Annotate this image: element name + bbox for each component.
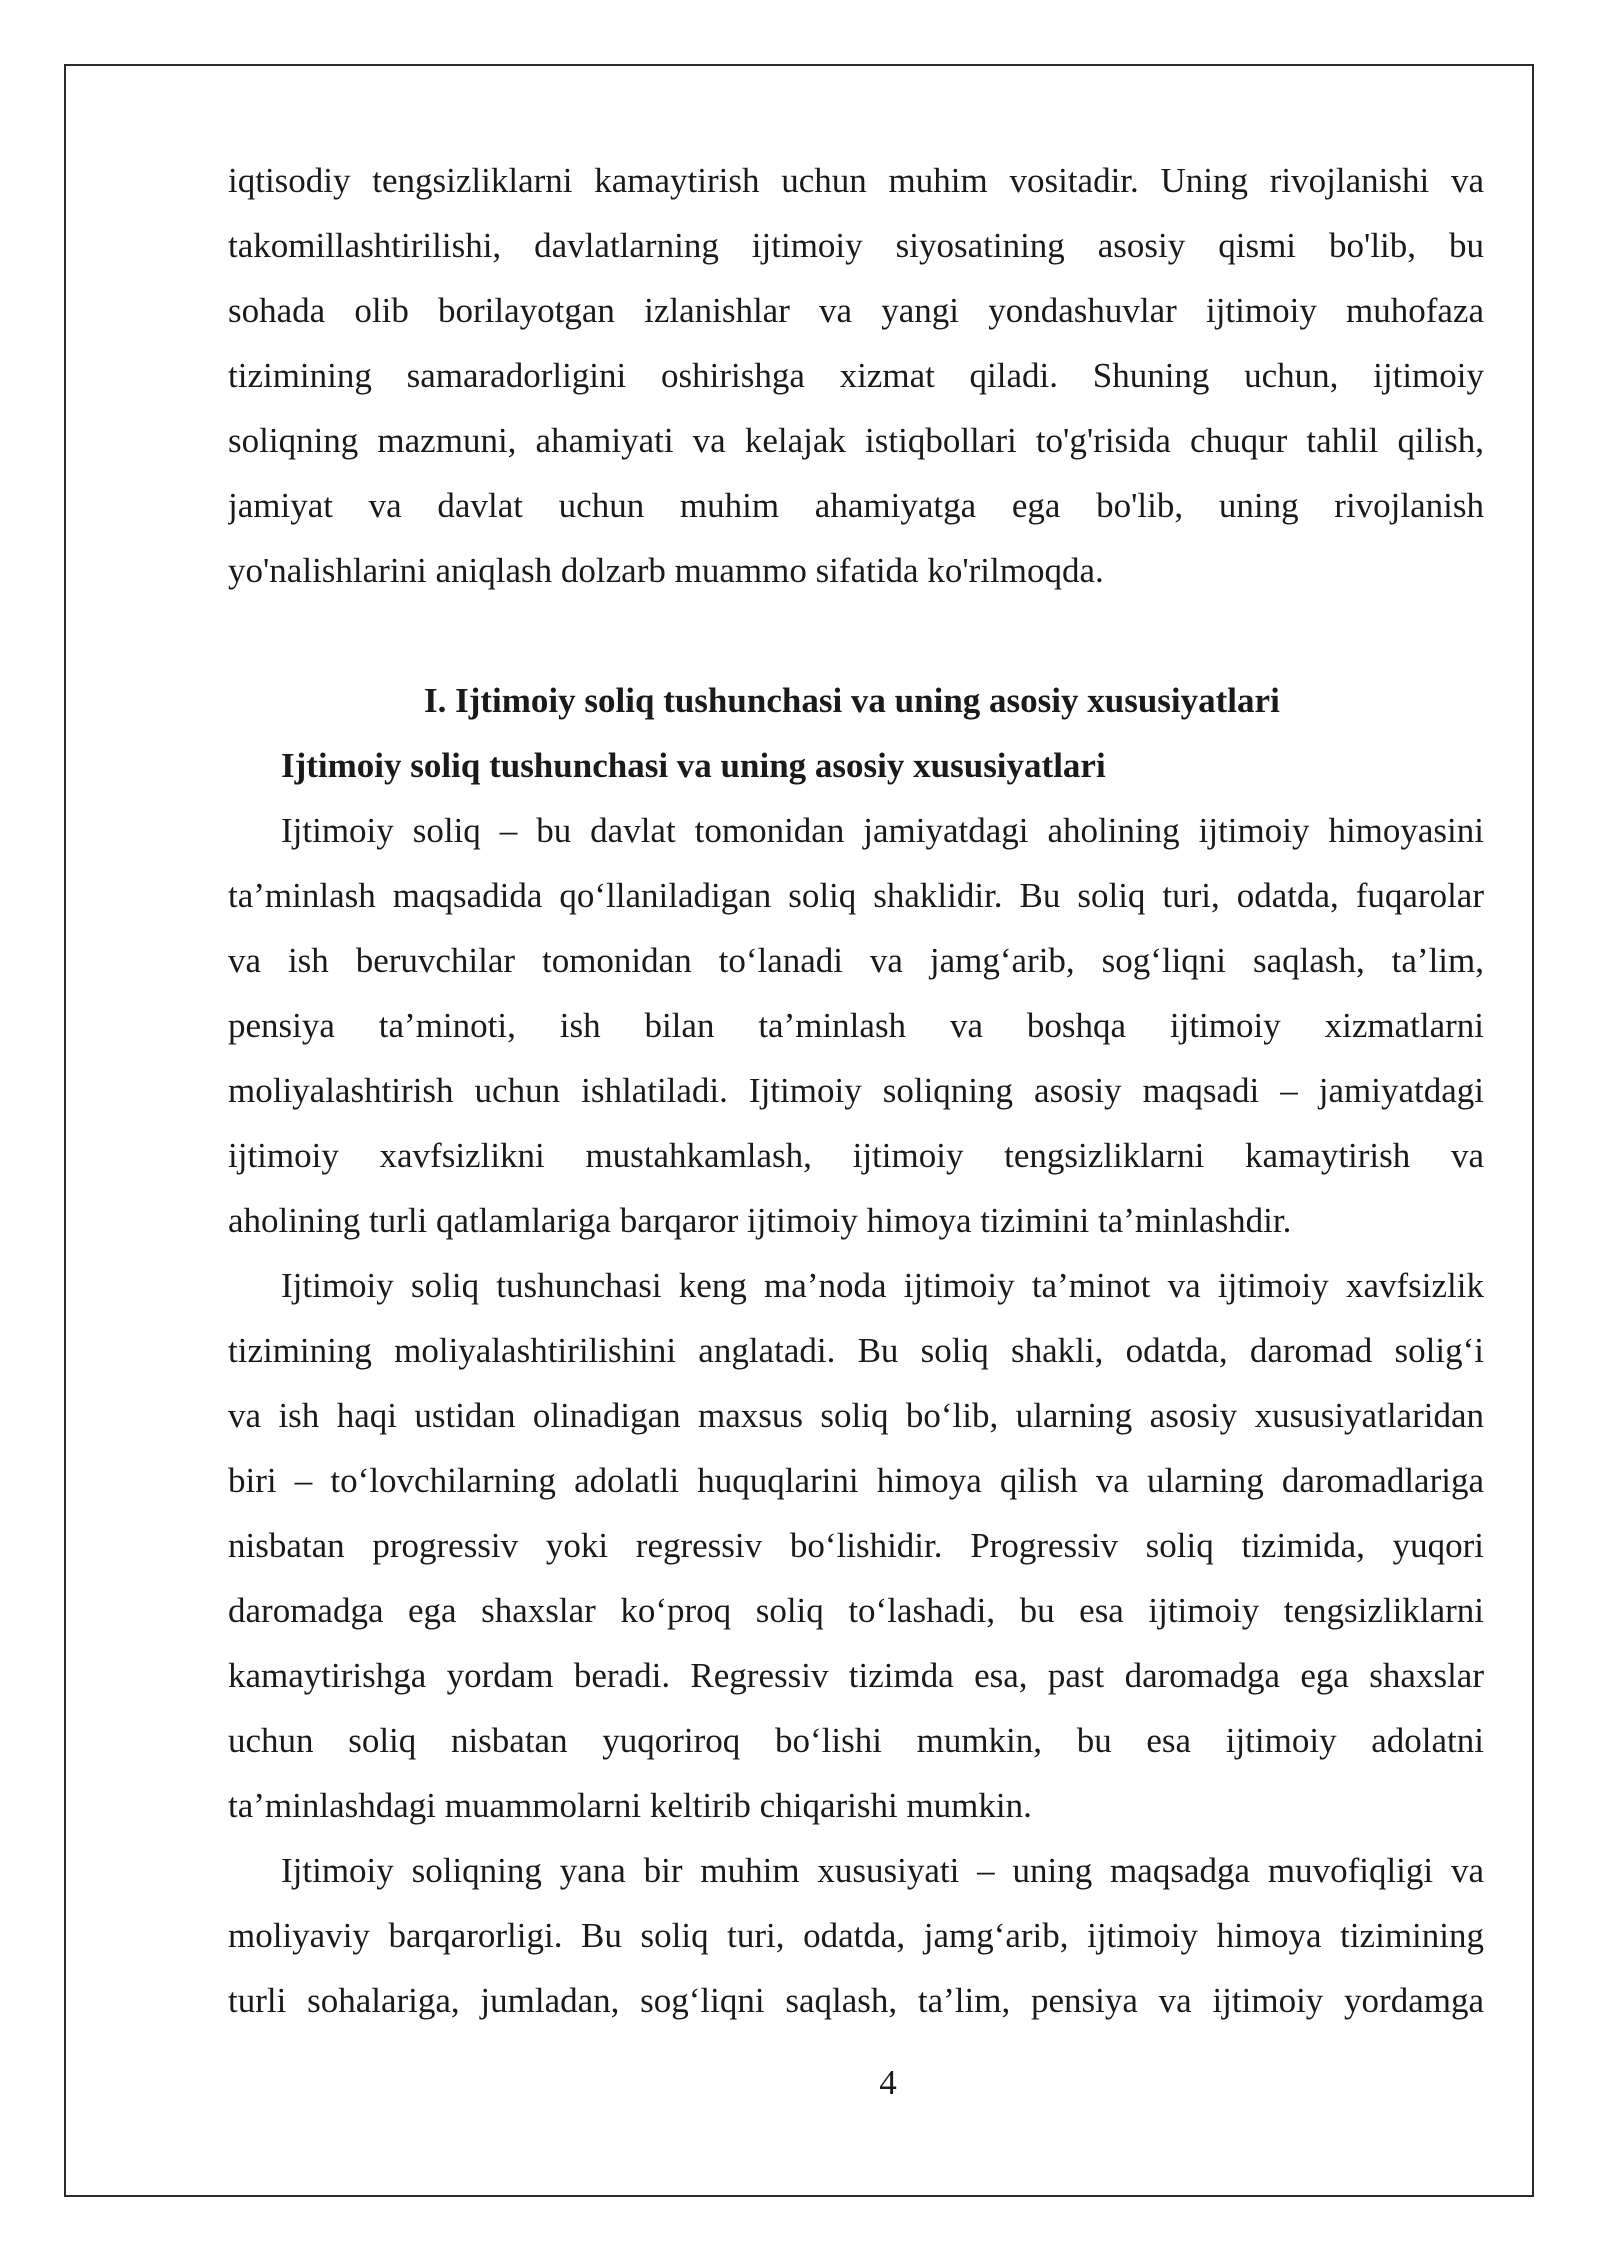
body-paragraph [228, 798, 1484, 1253]
document-body [228, 148, 1484, 2033]
section-subheading: Ijtimoiy soliq tushunchasi va uning asosiy xususiyatlari [281, 746, 1106, 785]
paragraph-line: pensiya ta’minoti, ish bilan ta’minlash va boshqa ijtimoiy xizmatlarni [228, 1006, 1484, 1045]
paragraph-line: aholining turli qatlamlariga barqaror ijtimoiy himoya tizimini ta’minlashdir. [228, 1201, 1292, 1240]
paragraph-line: soliqning mazmuni, ahamiyati va kelajak istiqbollari to'g'risida chuqur tahlil qilish, [228, 421, 1484, 460]
paragraph-line: turli sohalariga, jumladan, sog‘liqni saqlash, ta’lim, pensiya va ijtimoiy yordamga [228, 1981, 1484, 2020]
paragraph-line: Ijtimoiy soliq tushunchasi keng ma’noda ijtimoiy ta’minot va ijtimoiy xavfsizlik [281, 1266, 1484, 1305]
page-number: 4 [879, 2063, 897, 2102]
paragraph-line: nisbatan progressiv yoki regressiv bo‘lishidir. Progressiv soliq tizimida, yuqori [228, 1526, 1484, 1565]
paragraph-line: uchun soliq nisbatan yuqoriroq bo‘lishi mumkin, bu esa ijtimoiy adolatni [228, 1721, 1484, 1760]
paragraph-line: Ijtimoiy soliq – bu davlat tomonidan jamiyatdagi aholining ijtimoiy himoyasini [281, 811, 1484, 850]
paragraph-line: yo'nalishlarini aniqlash dolzarb muammo sifatida ko'rilmoqda. [228, 551, 1104, 590]
paragraph-line: daromadga ega shaxslar ko‘proq soliq to‘lashadi, bu esa ijtimoiy tengsizliklarni [228, 1591, 1484, 1630]
paragraph-line: sohada olib borilayotgan izlanishlar va yangi yondashuvlar ijtimoiy muhofaza [228, 291, 1484, 330]
paragraph-line: iqtisodiy tengsizliklarni kamaytirish uchun muhim vositadir. Uning rivojlanishi va [228, 161, 1484, 200]
paragraph-line: kamaytirishga yordam beradi. Regressiv tizimda esa, past daromadga ega shaxslar [228, 1656, 1484, 1695]
paragraph-line: ta’minlash maqsadida qo‘llaniladigan soliq shaklidir. Bu soliq turi, odatda, fuqarolar [228, 876, 1484, 915]
paragraph-line: tizimining samaradorligini oshirishga xizmat qiladi. Shuning uchun, ijtimoiy [228, 356, 1484, 395]
paragraph-line: takomillashtirilishi, davlatlarning ijtimoiy siyosatining asosiy qismi bo'lib, bu [228, 226, 1484, 265]
paragraph-line: ta’minlashdagi muammolarni keltirib chiqarishi mumkin. [228, 1786, 1032, 1825]
paragraph-line: va ish beruvchilar tomonidan to‘lanadi va jamg‘arib, sog‘liqni saqlash, ta’lim, [228, 941, 1484, 980]
paragraph-line: moliyalashtirish uchun ishlatiladi. Ijtimoiy soliqning asosiy maqsadi – jamiyatdagi [228, 1071, 1484, 1110]
paragraph-line: va ish haqi ustidan olinadigan maxsus soliq bo‘lib, ularning asosiy xususiyatlaridan [228, 1396, 1484, 1435]
paragraph-line: ijtimoiy xavfsizlikni mustahkamlash, ijtimoiy tengsizliklarni kamaytirish va [228, 1136, 1484, 1175]
paragraph-line: biri – to‘lovchilarning adolatli huquqlarini himoya qilish va ularning daromadlariga [228, 1461, 1484, 1500]
body-paragraph [228, 1838, 1484, 2033]
spacer [228, 603, 1484, 668]
section-heading: I. Ijtimoiy soliq tushunchasi va uning asosiy xususiyatlari [424, 681, 1280, 720]
body-paragraph [228, 1253, 1484, 1838]
intro-paragraph [228, 148, 1484, 603]
paragraph-line: tizimining moliyalashtirilishini anglatadi. Bu soliq shakli, odatda, daromad solig‘i [228, 1331, 1484, 1370]
paragraph-line: jamiyat va davlat uchun muhim ahamiyatga ega bo'lib, uning rivojlanish [228, 486, 1484, 525]
paragraph-line: Ijtimoiy soliqning yana bir muhim xususiyati – uning maqsadga muvofiqligi va [281, 1851, 1484, 1890]
paragraph-line: moliyaviy barqarorligi. Bu soliq turi, odatda, jamg‘arib, ijtimoiy himoya tizimining [228, 1916, 1484, 1955]
